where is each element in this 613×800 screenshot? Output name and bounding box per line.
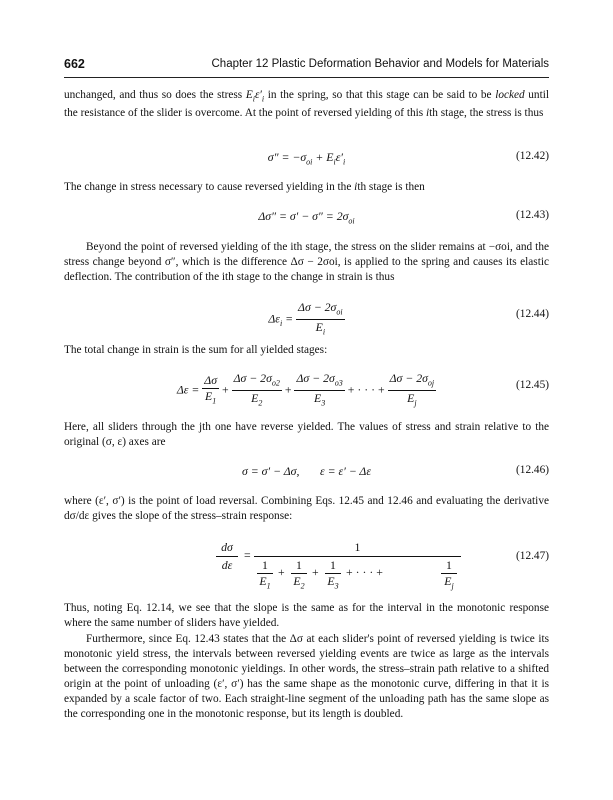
equation-body: $\Delta\varepsilon_i$ = $\frac{\Delta\sigma - 2\sigma_{oi}}{E_i}$	[64, 300, 549, 340]
paragraph-2: The change in stress necessary to cause reversed yielding in the ith stage is then	[64, 181, 425, 193]
equation-12-46	[64, 464, 549, 484]
equation-12-47: dσ dε = 1 1 $E_1$ + 1 $E_2$ + 1 $E_3$ + · · · + 1 $E_j$ (12.47)	[64, 535, 549, 595]
page-header	[64, 57, 549, 75]
paragraph-6: where (ε′, σ′) is the point of load reversal. Combining Eqs. 12.45 and 12.46 and evaluating the derivative dσ/dε gives the slope of the stress–strain response:	[64, 495, 549, 522]
running-title: Chapter 12 Plastic Deformation Behavior and Models for Materials	[211, 58, 549, 70]
equation-body: $\Delta\sigma'' = \sigma' - \sigma'' = 2\sigma_{oi}$	[258, 209, 355, 226]
equation-12-42	[64, 150, 549, 170]
equation-number: (12.45)	[516, 379, 549, 391]
equation-12-43	[64, 209, 549, 229]
equation-number: (12.44)	[516, 308, 549, 320]
equation-number: (12.47)	[516, 550, 549, 562]
equation-number: (12.43)	[516, 209, 549, 221]
equation-number: (12.46)	[516, 464, 549, 476]
page-number: 662	[64, 57, 85, 71]
paragraph-7: Thus, noting Eq. 12.14, we see that the slope is the same as for the interval in the monotonic response where the same number of sliders have yielded.	[64, 602, 549, 629]
fraction: $\frac{\Delta\sigma - 2\sigma_{oi}}{E_i}$	[298, 300, 343, 337]
equation-number: (12.42)	[516, 150, 549, 162]
paragraph-8: Furthermore, since Eq. 12.43 states that the Δσ at each slider's point of reversed yielding is twice its monotonic yield stress, the intervals between reversed yielding events are twice as large as the intervals between the corresponding monotonic yieldings. In other words, the stress–strain path relative to a shifted origin at the point of unloading (ε′, σ′) has the same shape as the monotonic curve, differing in that it is expanded by a scale factor of two. Each straight-line segment of the unloading path has the same slope as the corresponding one in the monotonic response, but its length is doubled.	[64, 633, 549, 720]
paragraph-4: The total change in strain is the sum for all yielded stages:	[64, 344, 328, 356]
paragraph-1: unchanged, and thus so does the stress $E_i\varepsilon'_i$ in the spring, so that this stage can be said to be locked until the resistance of the slider is overcome. At the point of reversed yielding of this ith stage, the stress is thus	[64, 89, 549, 120]
equation-body: Δε = $\frac{\Delta\sigma}{E_1}$ + $\frac{\Delta\sigma - 2\sigma_{o2}}{E_2}$ + $\frac{\Delta\sigma - 2\sigma_{o3}}{E_3}$ + · · · + $\frac{\Delta\sigma - 2\sigma_{oj}}{E_j}$	[176, 371, 435, 408]
equation-body: σ = σ′ − Δσ, ε = ε′ − Δε	[241, 464, 371, 478]
paragraph-5: Here, all sliders through the jth one have reverse yielded. The values of stress and strain relative to the original (σ, ε) axes are	[64, 421, 549, 448]
header-rule	[64, 77, 549, 78]
paragraph-3: Beyond the point of reversed yielding of the ith stage, the stress on the slider remains at −σoi, and the stress change beyond σ″, which is the difference Δσ − 2σoi, is applied to the spring and causes its elastic deflection. The contribution of the ith stage to the change in strain is thus	[64, 241, 549, 283]
equation-body: $\sigma'' = -\sigma_{oi} + E_i\varepsilon'_i$	[267, 150, 346, 167]
equation-12-44	[64, 300, 549, 337]
equation-12-45	[64, 371, 549, 408]
